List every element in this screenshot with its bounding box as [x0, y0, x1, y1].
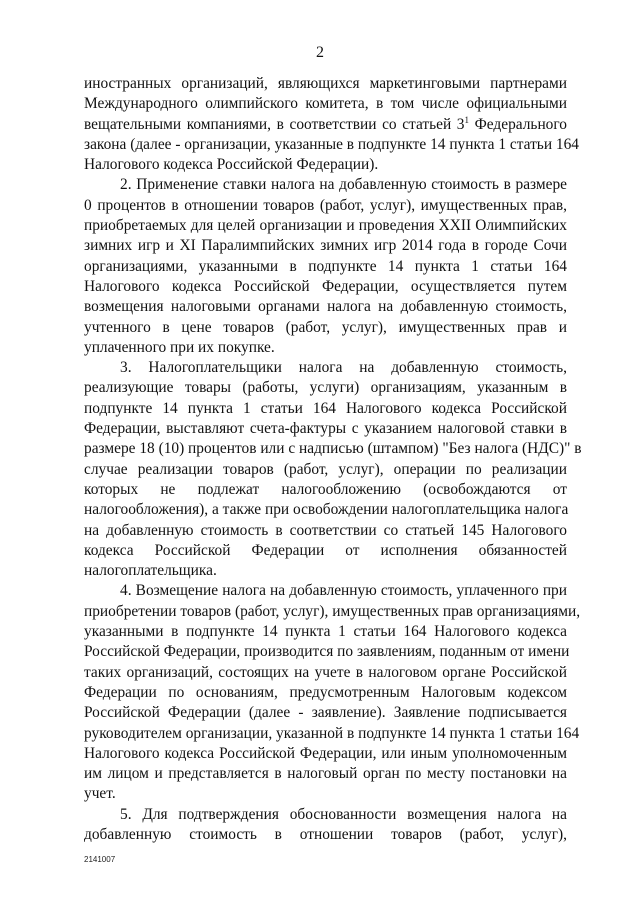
text-line: организациями, указанными в подпункте 14 пункта 1 статьи 164	[84, 257, 567, 275]
text-line: Российской Федерации, производится по заявлениям, поданным от имени	[84, 643, 570, 661]
text-line: таких организаций, состоящих на учете в налоговом органе Российской	[84, 663, 567, 681]
text-line: реализующие товары (работы, услуги) организациям, указанным в	[84, 379, 567, 397]
text-line: 0 процентов в отношении товаров (работ, услуг), имущественных прав,	[84, 196, 567, 214]
text-line: возмещения налоговыми органами налога на добавленную стоимость,	[84, 298, 567, 316]
document-code: 2141007	[84, 855, 116, 864]
text-line: иностранных организаций, являющихся маркетинговыми партнерами	[84, 75, 567, 92]
paragraph-5	[84, 805, 567, 846]
text-line: закона (далее - организации, указанные в подпункте 14 пункта 1 статьи 164	[84, 135, 579, 153]
document-body	[84, 74, 582, 845]
text-line: кодекса Российской Федерации от исполнения обязанностей	[84, 541, 567, 559]
text-line: которых не подлежат налогообложению (освобождаются от	[84, 480, 567, 498]
text-line: Российской Федерации (далее - заявление). Заявление подписывается	[84, 704, 567, 722]
text-line: учет.	[84, 785, 116, 803]
text-line: Федерации, выставляют счета-фактуры с указанием налоговой ставки в	[84, 420, 567, 438]
text-line: Налогового кодекса Российской Федерации, осуществляется путем	[84, 277, 567, 295]
text-line: 4. Возмещение налога на добавленную стоимость, уплаченного при	[120, 582, 567, 600]
text-line: налогообложения), а также при освобождении налогоплательщика налога	[84, 501, 569, 519]
text-line: приобретении товаров (работ, услуг), имущественных прав организациями,	[84, 602, 581, 620]
text-line: случае реализации товаров (работ, услуг), операции по реализации	[84, 460, 567, 478]
text-line: зимних игр и XI Паралимпийских зимних игр 2014 года в городе Сочи	[84, 237, 567, 255]
text-line: вещательными компаниями, в соответствии со статьей $3^1$ Федерального	[84, 114, 567, 133]
page-number: 2	[316, 44, 324, 61]
text-line: указанными в подпункте 14 пункта 1 статьи 164 Налогового кодекса	[84, 623, 567, 641]
text-line: подпункте 14 пункта 1 статьи 164 Налогового кодекса Российской	[84, 399, 567, 417]
text-line: приобретаемых для целей организации и проведения XXII Олимпийских	[84, 217, 567, 235]
superscript: 1	[464, 114, 470, 125]
text-line: Налогового кодекса Российской Федерации).	[84, 156, 379, 174]
text-line: добавленную стоимость в отношении товаров (работ, услуг),	[84, 825, 567, 843]
text-line: руководителем организации, указанной в подпункте 14 пункта 1 статьи 164	[84, 724, 580, 742]
text-line: на добавленную стоимость в соответствии со статьей 145 Налогового	[84, 521, 567, 539]
text-line: уплаченного при их покупке.	[84, 338, 275, 356]
paragraph-4	[84, 581, 581, 804]
text-line: 3. Налогоплательщики налога на добавленную стоимость,	[120, 359, 567, 377]
paragraph-3	[84, 358, 582, 581]
text-line: Международного олимпийского комитета, в том числе официальными	[84, 95, 567, 113]
text-line: налогоплательщика.	[84, 562, 217, 580]
paragraph-2	[84, 175, 567, 358]
text-line: 2. Применение ставки налога на добавленную стоимость в размере	[120, 176, 567, 194]
text-line: Налогового кодекса Российской Федерации, или иным уполномоченным	[84, 744, 567, 762]
text-line: учтенного в цене товаров (работ, услуг), имущественных прав и	[84, 318, 567, 336]
text-line: размере 18 (10) процентов или с надписью (штампом) "Без налога (НДС)" в	[84, 440, 582, 458]
text-line: Федерации по основаниям, предусмотренным Налоговым кодексом	[84, 683, 567, 701]
paragraph-1	[84, 74, 579, 175]
text-line: им лицом и представляется в налоговый орган по месту постановки на	[84, 765, 567, 783]
text-line: 5. Для подтверждения обоснованности возмещения налога на	[120, 805, 567, 823]
